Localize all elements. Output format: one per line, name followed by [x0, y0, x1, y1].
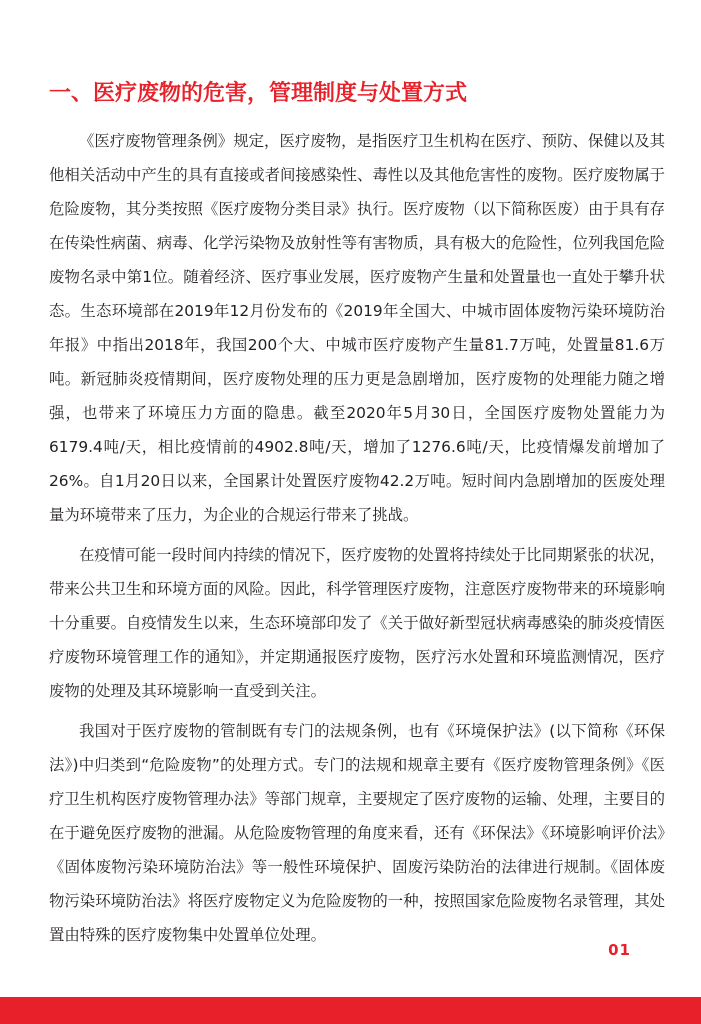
paragraph-2: 在疫情可能一段时间内持续的情况下，医疗废物的处置将持续处于比同期紧张的状况，带来公共卫生和环境方面的风险。因此，科学管理医疗废物，注意医疗废物带来的环境影响十分重要。自疫情发生以来，生态环境部印发了《关于做好新型冠状病毒感染的肺炎疫情医疗废物环境管理工作的通知》，并定期通报医疗废物，医疗污水处置和环境监测情况，医疗废物的处理及其环境影响一直受到关注。 [49, 546, 665, 700]
body-text [49, 124, 665, 958]
section-heading: 一、医疗废物的危害，管理制度与处置方式 [49, 81, 468, 106]
paragraph-3: 我国对于医疗废物的管制既有专门的法规条例，也有《环境保护法》(以下简称《环保法》)中归类到“危险废物”的处理方式。专门的法规和规章主要有《医疗废物管理条例》《医疗卫生机构医疗废物管理办法》等部门规章，主要规定了医疗废物的运输、处理，主要目的在于避免医疗废物的泄漏。从危险废物管理的角度来看，还有《环保法》《环境影响评价法》《固体废物污染环境防治法》等一般性环境保护、固废污染防治的法律进行规制。《固体废物污染环境防治法》将医疗废物定义为危险废物的一种，按照国家危险废物名录管理，其处置由特殊的医疗废物集中处置单位处理。 [49, 722, 665, 944]
footer-accent-bar [0, 997, 701, 1024]
page-number: 01 [608, 941, 631, 959]
paragraph-1: 《医疗废物管理条例》规定，医疗废物，是指医疗卫生机构在医疗、预防、保健以及其他相关活动中产生的具有直接或者间接感染性、毒性以及其他危害性的废物。医疗废物属于危险废物，其分类按照《医疗废物分类目录》执行。医疗废物（以下简称医废）由于具有存在传染性病菌、病毒、化学污染物及放射性等有害物质，具有极大的危险性，位列我国危险废物名录中第1位。随着经济、医疗事业发展，医疗废物产生量和处置量也一直处于攀升状态。生态环境部在2019年12月份发布的《2019年全国大、中城市固体废物污染环境防治年报》中指出2018年，我国200个大、中城市医疗废物产生量81.7万吨，处置量81.6万吨。新冠肺炎疫情期间，医疗废物处理的压力更是急剧增加，医疗废物的处理能力随之增强，也带来了环境压力方面的隐患。截至2020年5月30日，全国医疗废物处置能力为6179.4吨/天，相比疫情前的4902.8吨/天，增加了1276.6吨/天，比疫情爆发前增加了26%。自1月20日以来，全国累计处置医疗废物42.2万吨。短时间内急剧增加的医废处理量为环境带来了压力，为企业的合规运行带来了挑战。 [49, 132, 665, 524]
